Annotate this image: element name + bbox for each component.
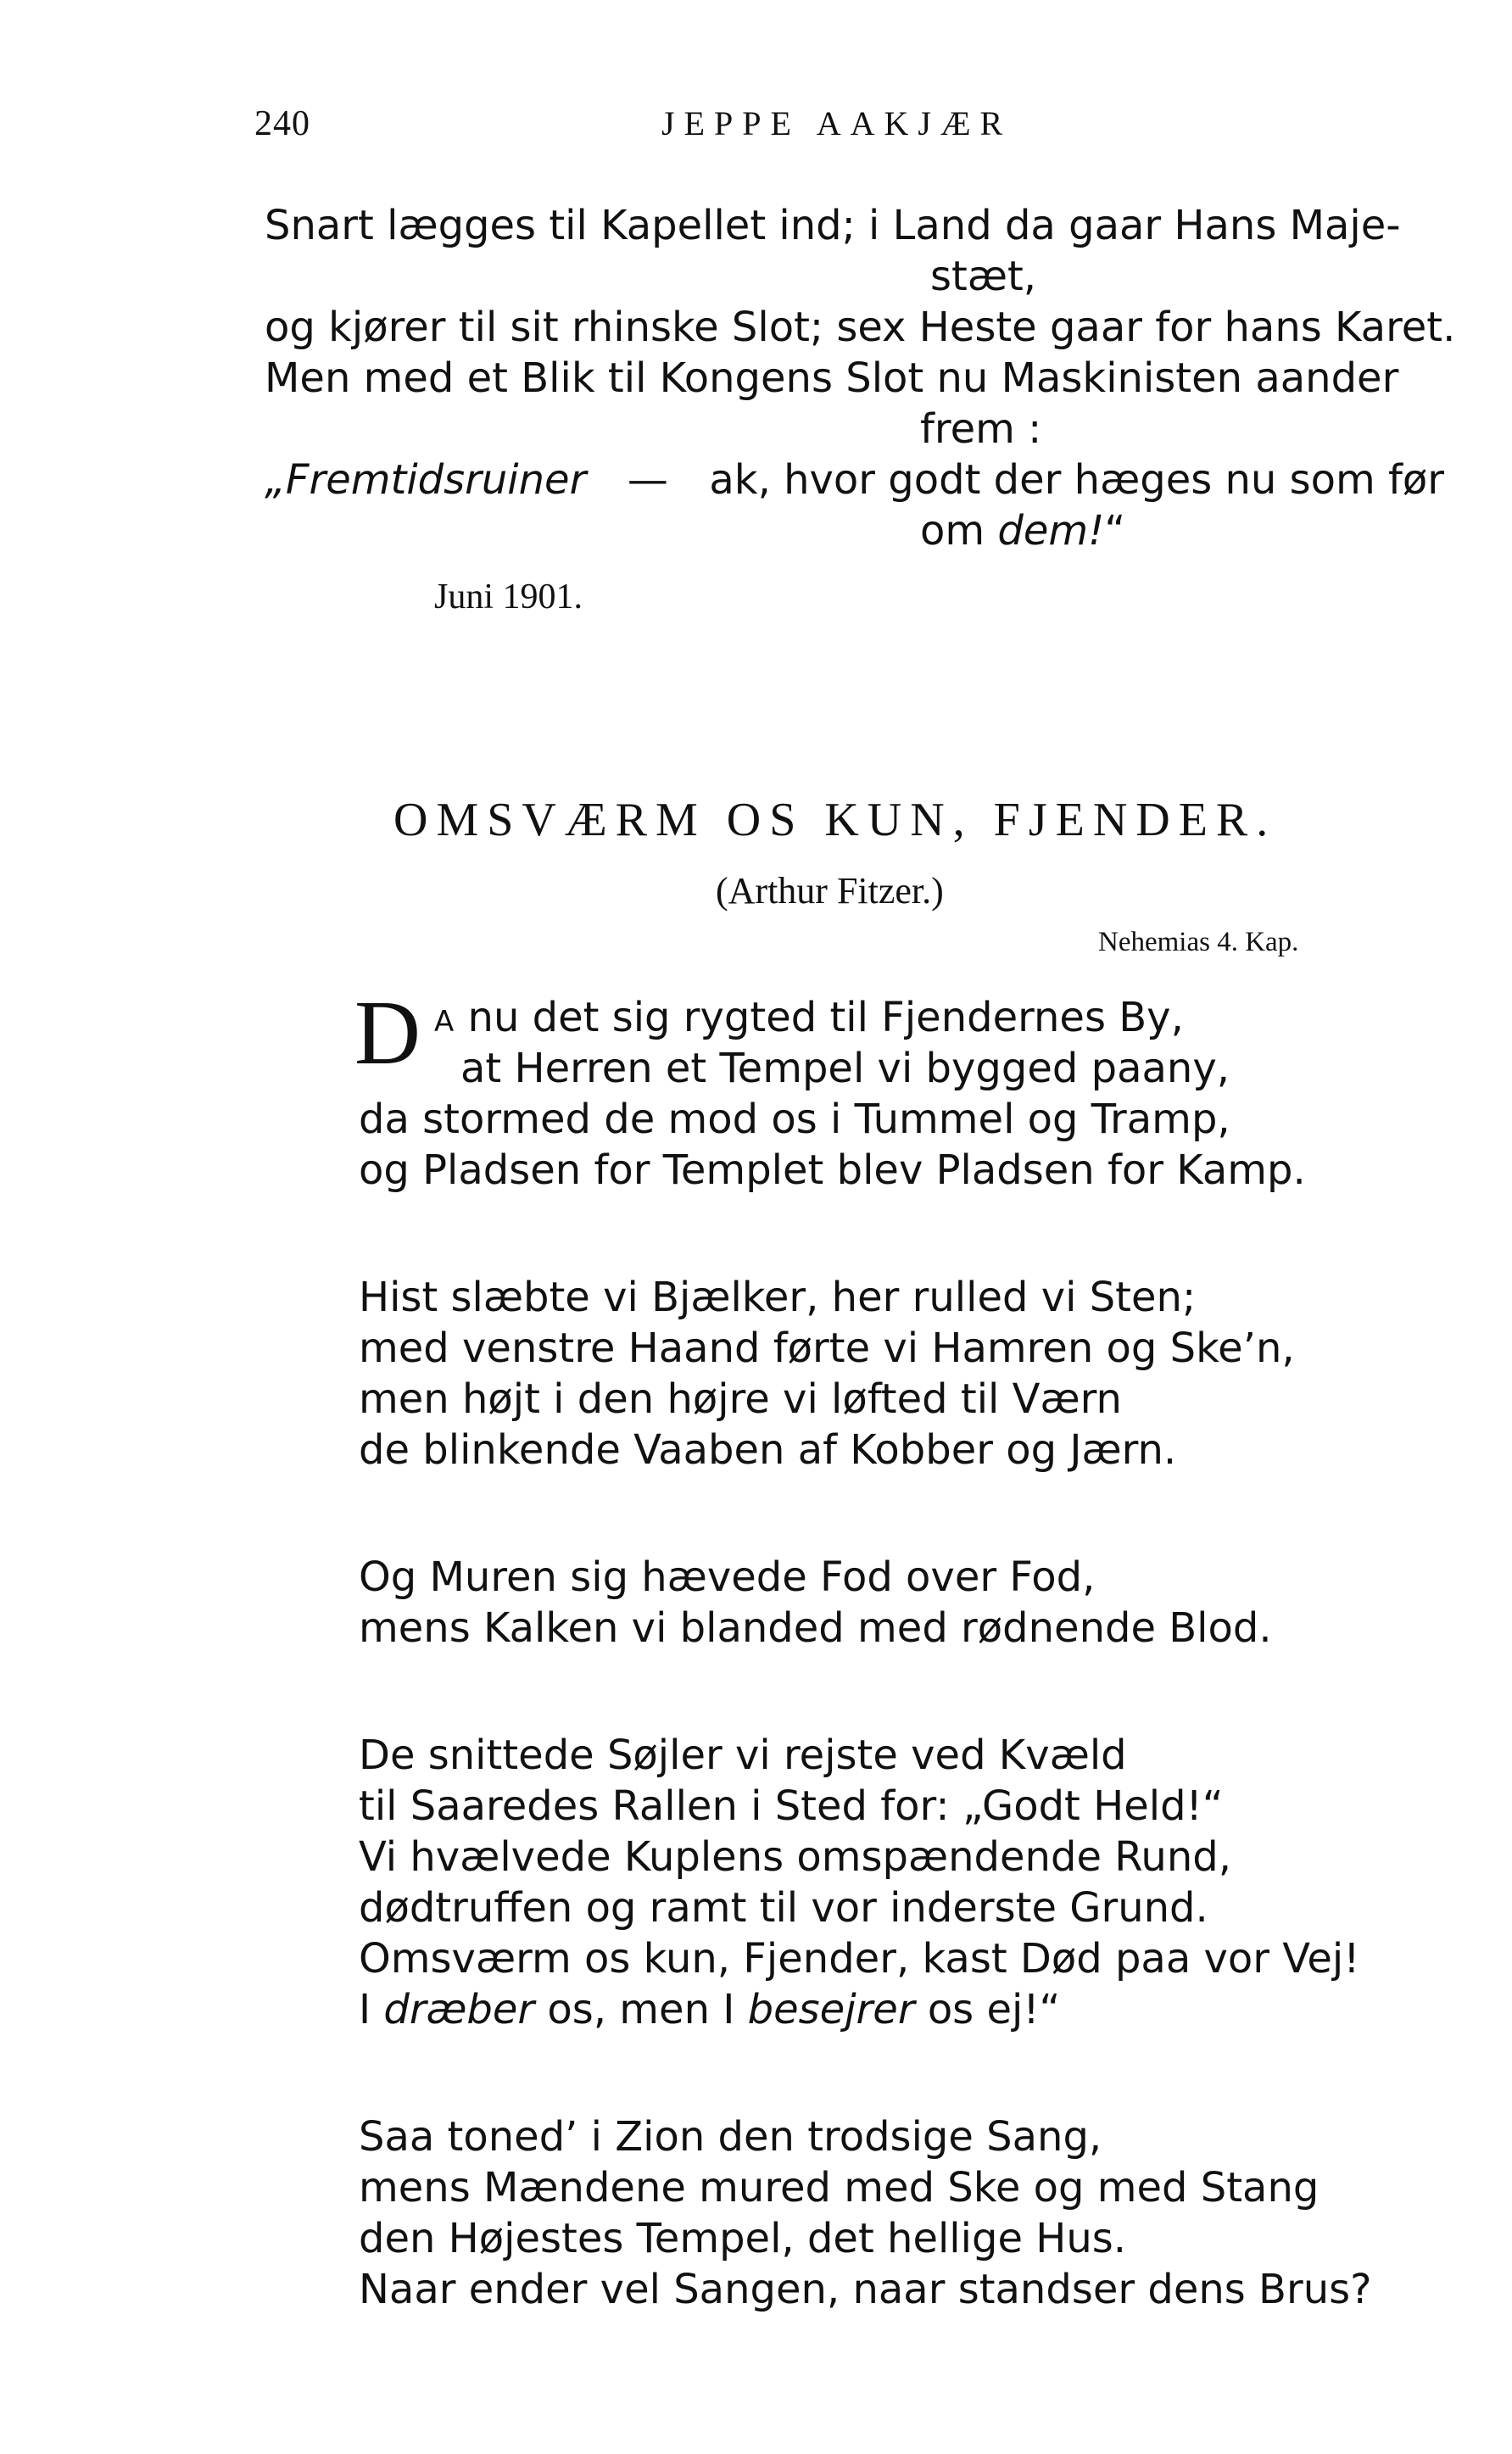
s4l6-pre: I [359, 1986, 371, 2033]
stanza1-line-1 [434, 994, 1184, 1041]
stanza1-line-2: at Herren et Tempel vi bygged paany, [460, 1045, 1230, 1092]
stanza2-line-2: med venstre Haand førte vi Hamren og Ske’n, [359, 1325, 1295, 1372]
stanza5-line-3: den Højestes Tempel, det hellige Hus. [359, 2215, 1127, 2262]
stanza4-line-6 [359, 1986, 1060, 2033]
stanza1-line-1-text: nu det sig rygted til Fjendernes By, [467, 994, 1184, 1041]
prev-line-3-cont: frem : [920, 405, 1042, 453]
stanza2-line-4: de blinkende Vaaben af Kobber og Jærn. [359, 1426, 1177, 1474]
drop-cap: D [354, 983, 421, 1084]
prev-line-3: Men med et Blik til Kongens Slot nu Maskinisten aander [265, 354, 1399, 402]
prev-line-4 [265, 456, 1444, 504]
s4l6-mid: os, men I [547, 1986, 735, 2033]
stanza1-line-4: og Pladsen for Templet blev Pladsen for Kamp. [359, 1146, 1306, 1194]
poem-title: OMSVÆRM OS KUN, FJENDER. [393, 794, 1277, 846]
first-word-rest: A [434, 1005, 455, 1039]
stanza2-line-1: Hist slæbte vi Bjælker, her rulled vi Sten; [359, 1274, 1197, 1321]
stanza3-line-2: mens Kalken vi blanded med rødnende Blod. [359, 1604, 1272, 1652]
poem-date: Juni 1901. [434, 577, 583, 616]
stanza4-line-3: Vi hvælvede Kuplens omspændende Rund, [359, 1833, 1231, 1881]
stanza4-line-5: Omsværm os kun, Fjender, kast Død paa vor Vej! [359, 1935, 1360, 1983]
stanza4-line-2: til Saaredes Rallen i Sted for: „Godt Held!“ [359, 1782, 1224, 1830]
stanza4-line-1: De snittede Søjler vi rejste ved Kvæld [359, 1732, 1127, 1779]
poem-epigraph: Nehemias 4. Kap. [1098, 927, 1299, 957]
prev-line-4-text: ak, hvor godt der hæges nu som før [709, 456, 1444, 504]
s4l6-post: os ej!“ [927, 1986, 1061, 2033]
stanza3-line-1: Og Muren sig hævede Fod over Fod, [359, 1553, 1096, 1601]
stanza5-line-2: mens Mændene mured med Ske og med Stang [359, 2164, 1320, 2211]
prev-line-1: Snart lægges til Kapellet ind; i Land da gaar Hans Maje- [265, 202, 1401, 249]
page-number: 240 [254, 104, 310, 143]
prev-line-4-cont-text: om [920, 507, 985, 555]
page-header [254, 103, 1476, 154]
stanza5-line-4: Naar ender vel Sangen, naar standser dens Brus? [359, 2266, 1372, 2313]
running-title: JEPPE AAKJÆR [661, 104, 1013, 142]
stanza4-line-4: dødtruffen og ramt til vor inderste Grund. [359, 1884, 1208, 1932]
italic-dem: dem! [997, 507, 1105, 555]
closing-quote: “ [1104, 507, 1126, 555]
italic-draeber: dræber [383, 1986, 535, 2033]
poem-author: (Arthur Fitzer.) [716, 870, 944, 912]
em-dash: — [627, 456, 668, 504]
prev-line-1-cont: stæt, [930, 253, 1037, 300]
prev-line-4-cont [920, 507, 1125, 555]
stanza5-line-1: Saa toned’ i Zion den trodsige Sang, [359, 2113, 1102, 2161]
stanza2-line-3: men højt i den højre vi løfted til Værn [359, 1375, 1122, 1423]
prev-line-2: og kjører til sit rhinske Slot; sex Heste gaar for hans Karet. [265, 304, 1456, 351]
quote-fremtidsruiner: „Fremtidsruiner [265, 456, 587, 504]
stanza1-line-3: da stormed de mod os i Tummel og Tramp, [359, 1096, 1230, 1143]
italic-besejrer: besejrer [747, 1986, 915, 2033]
